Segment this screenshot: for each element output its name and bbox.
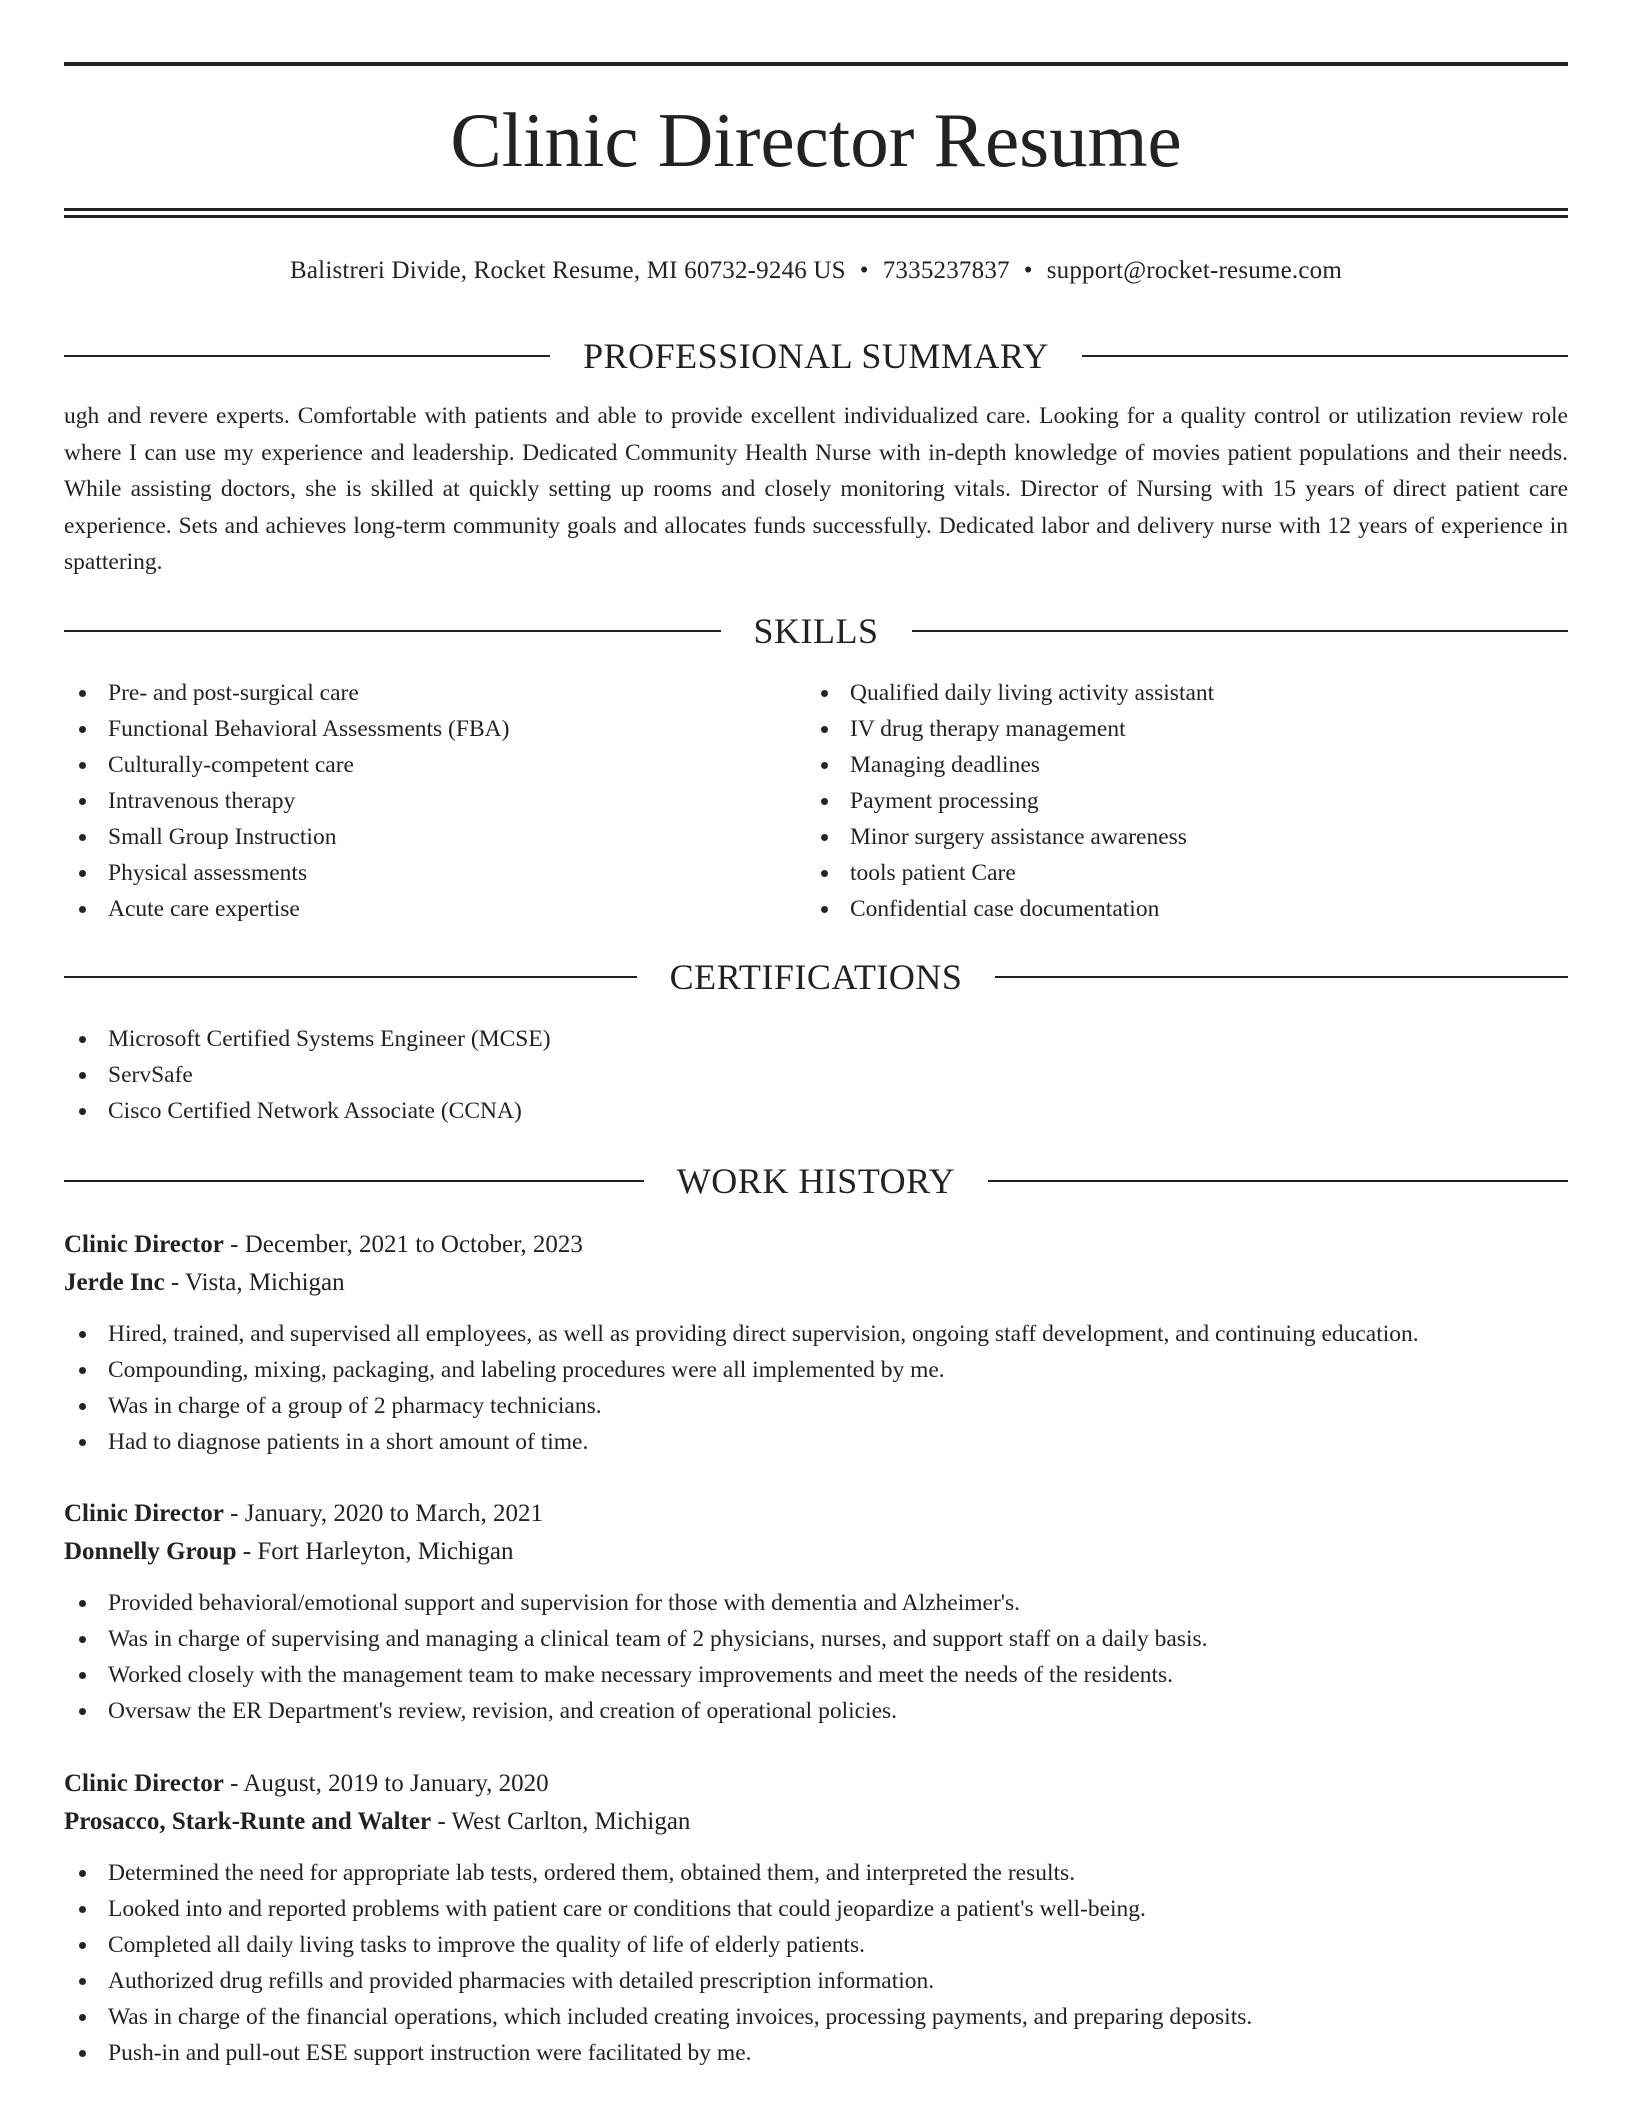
- job-duty: Hired, trained, and supervised all employees, as well as providing direct supervision, ongoing staff development, and continuing education.: [64, 1316, 1568, 1352]
- heading-rule-right: [988, 1180, 1568, 1182]
- job-company-line: [64, 1803, 1568, 1841]
- job-company: Donnelly Group: [64, 1538, 237, 1565]
- job-dates: - January, 2020 to March, 2021: [223, 1500, 544, 1527]
- heading-label: WORK HISTORY: [676, 1161, 956, 1201]
- job-duties-list: [64, 1316, 1568, 1460]
- job-dates: - August, 2019 to January, 2020: [223, 1770, 549, 1797]
- job-duty: Was in charge of supervising and managing a clinical team of 2 physicians, nurses, and support staff on a daily basis.: [64, 1621, 1568, 1657]
- job-title-line: [64, 1226, 1568, 1264]
- job-title: Clinic Director: [64, 1770, 224, 1797]
- contact-line: [64, 254, 1568, 288]
- job-duties-list: [64, 1855, 1568, 2071]
- job-entry: [64, 1226, 1568, 1460]
- heading-rule-right: [1082, 355, 1568, 357]
- job-duty: Push-in and pull-out ESE support instruction were facilitated by me.: [64, 2035, 1568, 2071]
- heading-rule-left: [64, 630, 721, 632]
- job-duty: Completed all daily living tasks to improve the quality of life of elderly patients.: [64, 1927, 1568, 1963]
- skills-list-left: [64, 675, 509, 927]
- section-heading-skills: [64, 609, 1568, 653]
- job-entry: [64, 1765, 1568, 2071]
- job-duties-list: [64, 1585, 1568, 1729]
- skill-item: Minor surgery assistance awareness: [806, 819, 1214, 855]
- top-rule: [64, 62, 1568, 66]
- job-company: Prosacco, Stark-Runte and Walter: [64, 1808, 432, 1835]
- skill-item: Acute care expertise: [64, 891, 509, 927]
- skill-item: Qualified daily living activity assistant: [806, 675, 1214, 711]
- certification-item: ServSafe: [64, 1057, 551, 1093]
- certification-item: Cisco Certified Network Associate (CCNA): [64, 1093, 551, 1129]
- heading-rule-right: [995, 976, 1568, 978]
- contact-address: Balistreri Divide, Rocket Resume, MI 60732-9246 US: [290, 257, 846, 284]
- skill-item: Physical assessments: [64, 855, 509, 891]
- skill-item: Payment processing: [806, 783, 1214, 819]
- job-location: - West Carlton, Michigan: [431, 1808, 691, 1835]
- job-title-line: [64, 1765, 1568, 1803]
- job-duty: Was in charge of the financial operations, which included creating invoices, processing payments, and preparing deposits.: [64, 1999, 1568, 2035]
- skill-item: Intravenous therapy: [64, 783, 509, 819]
- heading-label: PROFESSIONAL SUMMARY: [583, 336, 1049, 376]
- title-rule-lower: [64, 215, 1568, 218]
- heading-rule-right: [912, 630, 1569, 632]
- contact-email: support@rocket-resume.com: [1046, 257, 1342, 284]
- section-heading-summary: [64, 334, 1568, 378]
- job-title-line: [64, 1495, 1568, 1533]
- resume-title: Clinic Director Resume: [450, 97, 1182, 183]
- certifications-list: [64, 1021, 551, 1129]
- skill-item: IV drug therapy management: [806, 711, 1214, 747]
- skill-item: Managing deadlines: [806, 747, 1214, 783]
- job-company-line: [64, 1264, 1568, 1302]
- job-duty: Looked into and reported problems with patient care or conditions that could jeopardize a patient's well-being.: [64, 1891, 1568, 1927]
- contact-separator: •: [1023, 257, 1033, 284]
- heading-rule-left: [64, 976, 637, 978]
- job-title: Clinic Director: [64, 1231, 224, 1258]
- job-duty: Provided behavioral/emotional support and supervision for those with dementia and Alzheimer's.: [64, 1585, 1568, 1621]
- section-heading-work-history: [64, 1159, 1568, 1203]
- job-dates: - December, 2021 to October, 2023: [223, 1231, 583, 1258]
- job-title: Clinic Director: [64, 1500, 224, 1527]
- certification-item: Microsoft Certified Systems Engineer (MCSE): [64, 1021, 551, 1057]
- skill-item: Culturally-competent care: [64, 747, 509, 783]
- heading-label: CERTIFICATIONS: [669, 957, 963, 997]
- job-duty: Compounding, mixing, packaging, and labeling procedures were all implemented by me.: [64, 1352, 1568, 1388]
- professional-summary-text: ugh and revere experts. Comfortable with patients and able to provide excellent individualized care. Looking for a quality control or utilization review role where I can use my experience and leadership. Dedicated Community Health Nurse with in-depth knowledge of movies patient populations and their needs. While assisting doctors, she is skilled at quickly setting up rooms and closely monitoring vitals. Director of Nursing with 15 years of direct patient care experience. Sets and achieves long-term community goals and allocates funds successfully. Dedicated labor and delivery nurse with 12 years of experience in spattering.: [64, 403, 1568, 575]
- job-location: - Fort Harleyton, Michigan: [236, 1538, 514, 1565]
- job-company-line: [64, 1533, 1568, 1571]
- heading-rule-left: [64, 1180, 644, 1182]
- job-duty: Worked closely with the management team to make necessary improvements and meet the needs of the residents.: [64, 1657, 1568, 1693]
- skill-item: Functional Behavioral Assessments (FBA): [64, 711, 509, 747]
- job-duty: Had to diagnose patients in a short amount of time.: [64, 1424, 1568, 1460]
- skill-item: tools patient Care: [806, 855, 1214, 891]
- job-duty: Authorized drug refills and provided pharmacies with detailed prescription information.: [64, 1963, 1568, 1999]
- title-rule-upper: [64, 208, 1568, 211]
- skill-item: Pre- and post-surgical care: [64, 675, 509, 711]
- job-duty: Determined the need for appropriate lab tests, ordered them, obtained them, and interpreted the results.: [64, 1855, 1568, 1891]
- job-company: Jerde Inc: [64, 1269, 165, 1296]
- contact-separator: •: [859, 257, 869, 284]
- section-heading-certifications: [64, 955, 1568, 999]
- job-entry: [64, 1495, 1568, 1729]
- heading-rule-left: [64, 355, 550, 357]
- skill-item: Confidential case documentation: [806, 891, 1214, 927]
- job-duty: Was in charge of a group of 2 pharmacy technicians.: [64, 1388, 1568, 1424]
- job-location: - Vista, Michigan: [164, 1269, 345, 1296]
- contact-phone: 7335237837: [882, 257, 1010, 284]
- job-duty: Oversaw the ER Department's review, revision, and creation of operational policies.: [64, 1693, 1568, 1729]
- skills-list-right: [806, 675, 1214, 927]
- heading-label: SKILLS: [753, 611, 879, 651]
- skill-item: Small Group Instruction: [64, 819, 509, 855]
